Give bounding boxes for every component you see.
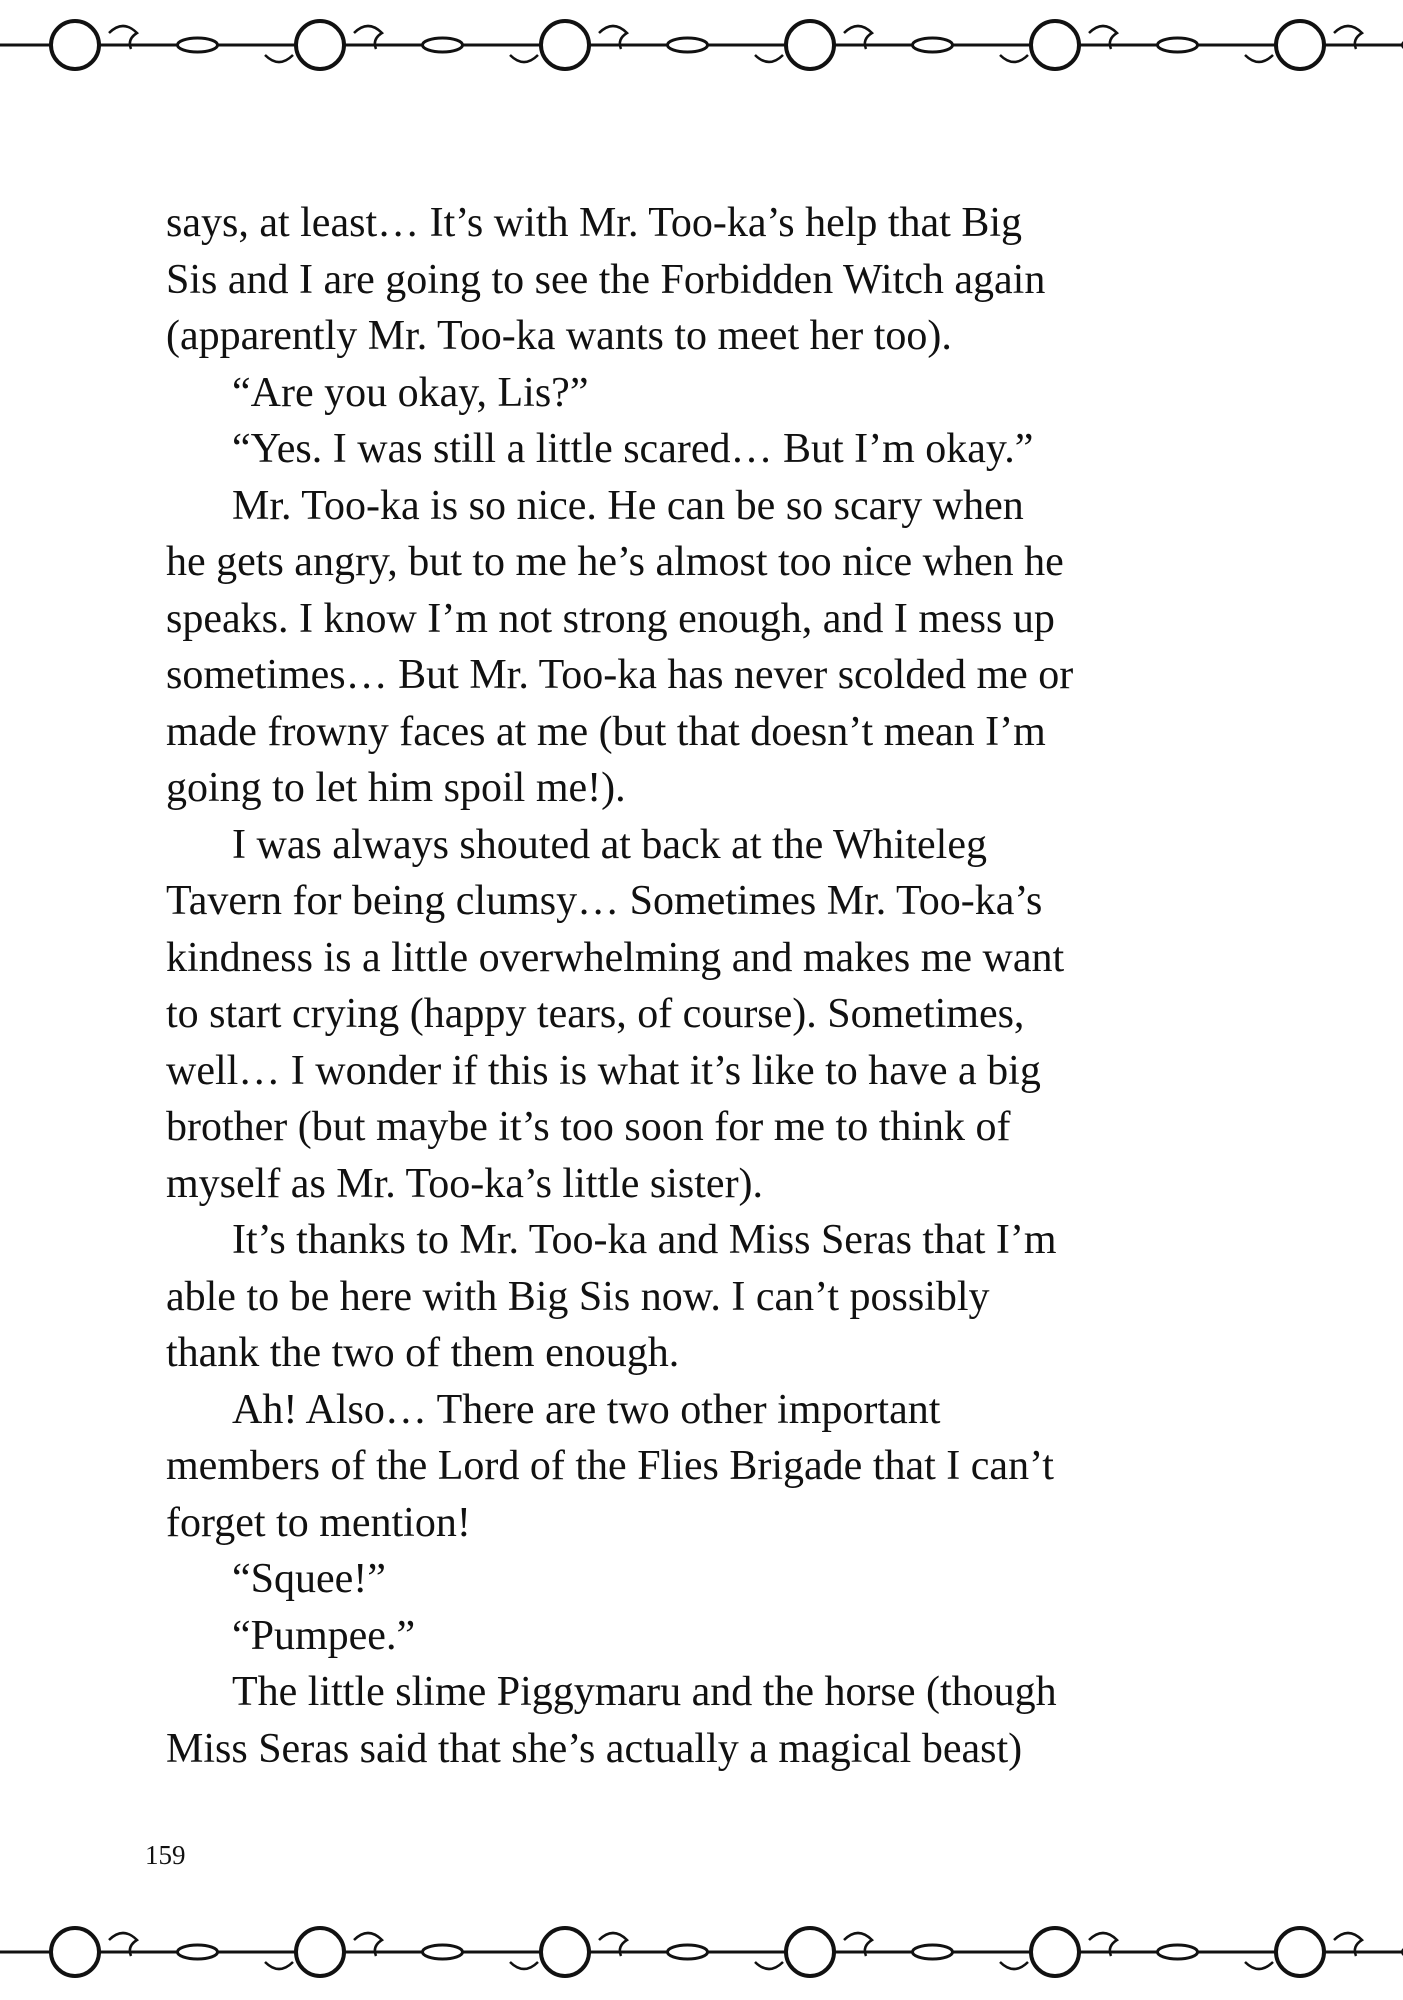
- dialogue-line: “Pumpee.”: [232, 1612, 416, 1659]
- dialogue-line: “Yes. I was still a little scared… But I’m okay.”: [232, 426, 1034, 472]
- paragraph: I was always shouted at back at the Whiteleg Tavern for being clumsy… Sometimes Mr. Too-ka’s kindness is a little overwhelming and makes me want to start crying (happy tears, of course). Sometimes, well… I wonder if this is what it’s like to have a big brother (but maybe it’s too soon for me to think of myself as Mr. Too-ka’s little sister).: [166, 821, 1065, 1207]
- paragraph: says, at least… It’s with Mr. Too-ka’s help that Big Sis and I are going to see the Forbidden Witch again (apparently Mr. Too-ka wants to meet her too).: [166, 200, 1046, 359]
- dialogue-line: “Are you okay, Lis?”: [232, 369, 589, 416]
- bottom-chain-border-icon: [0, 1890, 1403, 2000]
- paragraph: The little slime Piggymaru and the horse (though Miss Seras said that she’s actually a magical beast): [166, 1669, 1057, 1772]
- paragraph: It’s thanks to Mr. Too-ka and Miss Seras that I’m able to be here with Big Sis now. I can’t possibly thank the two of them enough.: [166, 1217, 1057, 1376]
- body-text: [166, 195, 1226, 1777]
- page-number: 159: [145, 1840, 186, 1870]
- paragraph: Ah! Also… There are two other important members of the Lord of the Flies Brigade that I can’t forget to mention!: [166, 1386, 1054, 1546]
- dialogue-line: “Squee!”: [232, 1556, 386, 1602]
- paragraph: Mr. Too-ka is so nice. He can be so scary when he gets angry, but to me he’s almost too nice when he speaks. I know I’m not strong enough, and I mess up sometimes… But Mr. Too-ka has never scolded me or made frowny faces at me (but that doesn’t mean I’m going to let him spoil me!).: [166, 482, 1074, 811]
- top-chain-border-icon: [0, 0, 1403, 110]
